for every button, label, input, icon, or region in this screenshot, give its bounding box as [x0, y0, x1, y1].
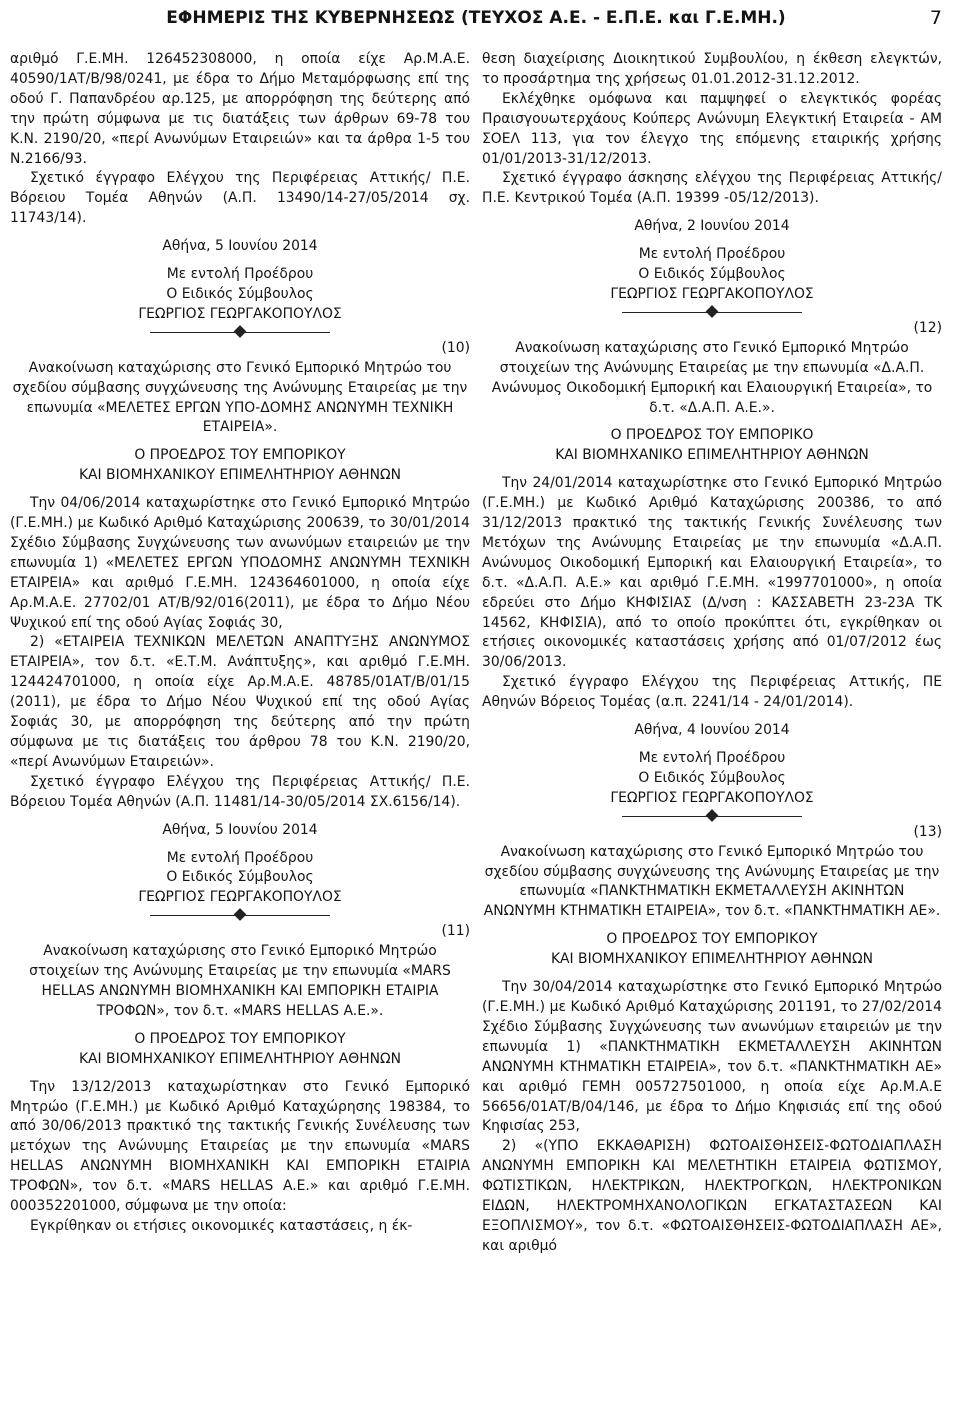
signature-line: Με εντολή Προέδρου [638, 246, 786, 263]
section-separator [622, 305, 802, 319]
notice-title: Ανακοίνωση καταχώρισης στο Γενικό Εμπορικό Μητρώο στοιχείων της Ανώνυμης Εταιρείας με την επωνυμία «Δ.Α.Π. Ανώνυμος Οικοδομική Εμπορική και Ελαιουργική Εταιρεία», το δ.τ. «Δ.Α.Π. Α.Ε.». [491, 339, 933, 416]
columns [10, 50, 942, 1257]
notice-title: Ανακοίνωση καταχώρισης στο Γενικό Εμπορικό Μητρώο του σχεδίου σύμβασης συγχώνευσης της Ανώνυμης Εταιρείας με την επωνυμία «ΠΑΝΚΤΗΜΑΤΙΚΗ ΕΚΜΕΤΑΛΛΕΥΣΗ ΑΚΙΝΗΤΩΝ ΑΝΩΝΥΜΗ ΚΤΗΜΑΤΙΚΗ ΕΤΑΙΡΕΙΑ», τον δ.τ. «ΠΑΝΚΤΗΜΑΤΙΚΗ ΑΕ». [483, 843, 941, 920]
notice-body: Εγκρίθηκαν οι ετήσιες οικονομικές καταστάσεις, η έκ- [30, 1217, 413, 1234]
signature-line: Με εντολή Προέδρου [638, 750, 786, 766]
notice-number: (13) [913, 823, 942, 840]
page-number: 7 [929, 7, 942, 29]
signature-title: Ο Ειδικός Σύμβουλος [166, 869, 314, 886]
notice-authority: ΚΑΙ ΒΙΟΜΗΧΑΝΙΚΟΥ ΕΠΙΜΕΛΗΤΗΡΙΟΥ ΑΘΗΝΩΝ [78, 1050, 402, 1067]
signature-line: Με εντολή Προέδρου [166, 849, 314, 866]
diamond-icon [706, 809, 719, 822]
continued-reference: Σχετικό έγγραφο άσκησης ελέγχου της Περιφέρειας Αττικής/ Π.Ε. Κεντρικού Τομέα (Α.Π. 19399 -05/12/2013). [482, 170, 942, 207]
section-separator [150, 325, 330, 339]
signature-name: ΓΕΩΡΓΙΟΣ ΓΕΩΡΓΑΚΟΠΟΥΛΟΣ [610, 789, 814, 806]
notice-body: Την 24/01/2014 καταχωρίστηκε στο Γενικό Εμπορικό Μητρώο (Γ.Ε.ΜΗ.) με Κωδικό Αριθμό Καταχώρισης 200386, το από 31/12/2013 πρακτικό της τακτικής Γενικής Συνέλευσης των Μετόχων της Ανώνυμης Εταιρείας με την επωνυμία «Δ.Α.Π. Ανώνυμος Οικοδομική Εμπορική και Ελαιουργική Εταιρεία», το δ.τ. «Δ.Α.Π. Α.Ε.» και αριθμό Γ.Ε.ΜΗ. «1997701000», η οποία εδρεύει στο Δήμο ΚΗΦΙΣΙΑΣ (Δ/νση : ΚΑΣΣΑΒΕΤΗ 23-23Α ΤΚ 14562, ΚΗΦΙΣΙΑ), από το οποίο προκύπτει ότι, εγκρίθηκαν οι ετήσιες οικονομικές καταστάσεις χρήσης από 01/07/2012 έως 30/06/2013. [482, 475, 942, 671]
signature-date: Αθήνα, 2 Ιουνίου 2014 [634, 218, 790, 235]
diamond-icon [234, 325, 247, 338]
notice-authority: ΚΑΙ ΒΙΟΜΗΧΑΝΙΚΟΥ ΕΠΙΜΕΛΗΤΗΡΙΟΥ ΑΘΗΝΩΝ [550, 951, 874, 968]
signature-name: ΓΕΩΡΓΙΟΣ ΓΕΩΡΓΑΚΟΠΟΥΛΟΣ [138, 889, 342, 906]
signature-name: ΓΕΩΡΓΙΟΣ ΓΕΩΡΓΑΚΟΠΟΥΛΟΣ [610, 285, 814, 302]
notice-number: (11) [441, 923, 470, 940]
continued-paragraph: θεση διαχείρισης Διοικητικού Συμβουλίου, η έκθεση ελεγκτών, το προσάρτημα της χρήσεως 01.01.2012-31.12.2012. [482, 51, 942, 87]
notice-body: Την 04/06/2014 καταχωρίστηκε στο Γενικό Εμπορικό Μητρώο (Γ.Ε.ΜΗ.) με Κωδικό Αριθμό Καταχώρισης 200639, το 30/01/2014 Σχέδιο Σύμβασης Συγχώνευσης των ανωνύμων εταιρειών με την επωνυμία 1) «ΜΕΛΕΤΕΣ ΕΡΓΩΝ ΥΠΟΔΟΜΗΣ ΑΝΩΝΥΜΗ ΤΕΧΝΙΚΗ ΕΤΑΙΡΕΙΑ» και αριθμό Γ.Ε.ΜΗ. 124364601000, η οποία είχε Αρ.Μ.Α.Ε. 27702/01 ΑΤ/Β/92/016(2011), με έδρα το Δήμο Νέου Ψυχικού επί της οδού Αγίας Σοφιάς 30, [10, 495, 470, 631]
diamond-icon [706, 305, 719, 318]
notice-authority: ΚΑΙ ΒΙΟΜΗΧΑΝΙΚΟΥ ΕΠΙΜΕΛΗΤΗΡΙΟΥ ΑΘΗΝΩΝ [78, 467, 402, 484]
intro-paragraph: αριθμό Γ.Ε.ΜΗ. 126452308000, η οποία είχε Αρ.Μ.Α.Ε. 40590/1ΑΤ/Β/98/0241, με έδρα το Δήμο Μεταμόρφωσης επί της οδού Γ. Παπανδρέου αρ.125, με απορρόφηση της δεύτερης από την πρώτη σύμφωνα με τις διατάξεις των άρθρων 69-78 του Κ.Ν. 2190/20, «περί Ανωνύμων Εταιρειών» και τα άρθρα 1-5 του Ν.2166/93. [10, 51, 470, 167]
signature-name: ΓΕΩΡΓΙΟΣ ΓΕΩΡΓΑΚΟΠΟΥΛΟΣ [138, 305, 342, 322]
intro-reference: Σχετικό έγγραφο Ελέγχου της Περιφέρειας Αττικής/ Π.Ε. Βόρειου Τομέα Αθηνών (Α.Π. 13490/14-27/05/2014 σχ. 11743/14). [10, 170, 470, 227]
right-column [482, 50, 942, 1257]
notice-number: (10) [441, 339, 470, 356]
signature-title: Ο Ειδικός Σύμβουλος [638, 266, 786, 283]
notice-body: Την 30/04/2014 καταχωρίστηκε στο Γενικό Εμπορικό Μητρώο (Γ.Ε.ΜΗ.) με Κωδικό Αριθμό Καταχώρισης 201191, το 27/02/2014 Σχέδιο Σύμβασης Συγχώνευσης των ανωνύμων εταιρειών με την επωνυμία 1) «ΠΑΝΚΤΗΜΑΤΙΚΗ ΕΚΜΕΤΑΛΛΕΥΣΗ ΑΚΙΝΗΤΩΝ ΑΝΩΝΥΜΗ ΚΤΗΜΑΤΙΚΗ ΕΤΑΙΡΕΙΑ», τον δ.τ. «ΠΑΝΚΤΗΜΑΤΙΚΗ ΑΕ» και αριθμό ΓΕΜΗ 005727501000, η οποία είχε Αρ.Μ.Α.Ε 56656/01ΑΤ/Β/04/146, με έδρα το Δήμο Κηφισιάς επί της οδού Κηφισίας 253, [482, 979, 942, 1135]
notice-authority: Ο ΠΡΟΕΔΡΟΣ ΤΟΥ ΕΜΠΟΡΙΚΟΥ [606, 931, 818, 948]
notice-title: Ανακοίνωση καταχώρισης στο Γενικό Εμπορικό Μητρώο στοιχείων της Ανώνυμης Εταιρείας με την επωνυμία «MARS HELLAS ΑΝΩΝΥΜΗ ΒΙΟΜΗΧΑΝΙΚΗ ΚΑΙ ΕΜΠΟΡΙΚΗ ΕΤΑΙΡΙΑ ΤΡΟΦΩΝ», τον δ.τ. «MARS HELLAS A.E.». [29, 943, 451, 1019]
notice-authority: Ο ΠΡΟΕΔΡΟΣ ΤΟΥ ΕΜΠΟΡΙΚΟΥ [134, 447, 346, 464]
page-header [10, 6, 942, 30]
signature-date: Αθήνα, 4 Ιουνίου 2014 [634, 722, 790, 739]
notice-body: 2) «(ΥΠΟ ΕΚΚΑΘΑΡΙΣΗ) ΦΩΤΟΑΙΣΘΗΣΕΙΣ-ΦΩΤΟΔΙΑΠΛΑΣΗ ΑΝΩΝΥΜΗ ΕΜΠΟΡΙΚΗ ΚΑΙ ΜΕΛΕΤΗΤΙΚΗ ΕΤΑΙΡΕΙΑ ΦΩΤΙΣΜΟΥ, ΦΩΤΙΣΤΙΚΩΝ, ΗΛΕΚΤΡΙΚΩΝ, ΗΛΕΚΤΡΟΓΚΩΝ, ΗΛΕΚΤΡΟΝΙΚΩΝ ΕΙΔΩΝ, ΗΛΕΚΤΡΟΜΗΧΑΝΟΛΟΓΙΚΩΝ ΕΓΚΑΤΑΣΤΑΣΕΩΝ ΚΑΙ ΕΞΟΠΛΙΣΜΟΥ», τον δ.τ. «ΦΩΤΟΑΙΣΘΗΣΕΙΣ-ΦΩΤΟΔΙΑΠΛΑΣΗ ΑΕ», και αριθμό [482, 1138, 942, 1254]
notice-body: 2) «ΕΤΑΙΡΕΙΑ ΤΕΧΝΙΚΩΝ ΜΕΛΕΤΩΝ ΑΝΑΠΤΥΞΗΣ ΑΝΩΝΥΜΟΣ ΕΤΑΙΡΕΙΑ», τον δ.τ. «Ε.Τ.Μ. Ανάπτυξης», και αριθμό Γ.Ε.ΜΗ. 124424701000, η οποία είχε Αρ.Μ.Α.Ε. 48785/01ΑΤ/Β/01/15 (2011), με έδρα το Δήμο Νέου Ψυχικού επί της οδού Αγίας Σοφιάς 30, με απορρόφηση της δεύτερης από την πρώτη σύμφωνα με τις διατάξεις του άρθρου 78 του Κ.Ν. 2190/20, «περί Ανωνύμων Εταιρειών». [10, 634, 470, 770]
signature-date: Αθήνα, 5 Ιουνίου 2014 [162, 821, 318, 838]
notice-body: Την 13/12/2013 καταχωρίστηκαν στο Γενικό Εμπορικό Μητρώο (Γ.Ε.ΜΗ.) με Κωδικό Αριθμό Καταχώρησης 198384, το από 30/06/2013 πρακτικό της τακτικής Γενικής Συνέλευσης των μετόχων της Ανώνυμης Εταιρείας με την επωνυμία «MARS HELLAS ΑΝΩΝΥΜΗ ΒΙΟΜΗΧΑΝΙΚΗ ΚΑΙ ΕΜΠΟΡΙΚΗ ΕΤΑΙΡΙΑ ΤΡΟΦΩΝ», τον δ.τ. «MARS HELLAS A.E.» και αριθμό Γ.Ε.ΜΗ. 000352201000, σύμφωνα με την οποία: [10, 1078, 470, 1215]
signature-title: Ο Ειδικός Σύμβουλος [638, 769, 786, 786]
signature-date: Αθήνα, 5 Ιουνίου 2014 [162, 238, 318, 255]
notice-title: Ανακοίνωση καταχώρισης στο Γενικό Εμπορικό Μητρώο του σχεδίου σύμβασης συγχώνευσης της Ανώνυμης Εταιρείας με την επωνυμία «ΜΕΛΕΤΕΣ ΕΡΓΩΝ ΥΠΟ-ΔΟΜΗΣ ΑΝΩΝΥΜΗ ΤΕΧΝΙΚΗ ΕΤΑΙΡΕΙΑ». [12, 359, 468, 436]
header-title: ΕΦΗΜΕΡΙΣ ΤΗΣ ΚΥΒΕΡΝΗΣΕΩΣ (ΤΕΥΧΟΣ Α.Ε. - Ε.Π.Ε. και Γ.Ε.ΜΗ.) [166, 8, 786, 28]
notice-authority: ΚΑΙ ΒΙΟΜΗΧΑΝΙΚΟ ΕΠΙΜΕΛΗΤΗΡΙΟΥ ΑΘΗΝΩΝ [555, 447, 869, 464]
notice-number: (12) [913, 319, 942, 336]
signature-title: Ο Ειδικός Σύμβουλος [166, 285, 314, 302]
notice-reference: Σχετικό έγγραφο Ελέγχου της Περιφέρειας Αττικής, ΠΕ Αθηνών Βόρειος Τομέας (α.π. 2241/14 - 24/01/2014). [482, 674, 942, 711]
notice-authority: Ο ΠΡΟΕΔΡΟΣ ΤΟΥ ΕΜΠΟΡΙΚΟΥ [134, 1030, 346, 1047]
notice-authority: Ο ΠΡΟΕΔΡΟΣ ΤΟΥ ΕΜΠΟΡΙΚΟ [610, 427, 814, 444]
signature-line: Με εντολή Προέδρου [166, 266, 314, 283]
left-column [10, 50, 470, 1257]
section-separator [150, 908, 330, 922]
section-separator [622, 809, 802, 823]
diamond-icon [234, 908, 247, 921]
continued-paragraph: Εκλέχθηκε ομόφωνα και παμψηφεί ο ελεγκτικός φορέας Πραισγουωτερχάους Κούπερς Ανώνυμη Ελεγκτική Εταιρεία - ΑΜ ΣΟΕΛ 113, για τον έλεγχο της επόμενης εταιρικής χρήσης 01/01/2013-31/12/2013. [482, 90, 942, 167]
notice-reference: Σχετικό έγγραφο Ελέγχου της Περιφέρειας Αττικής/ Π.Ε. Βόρειου Τομέα Αθηνών (Α.Π. 11481/14-30/05/2014 ΣΧ.6156/14). [10, 773, 470, 810]
